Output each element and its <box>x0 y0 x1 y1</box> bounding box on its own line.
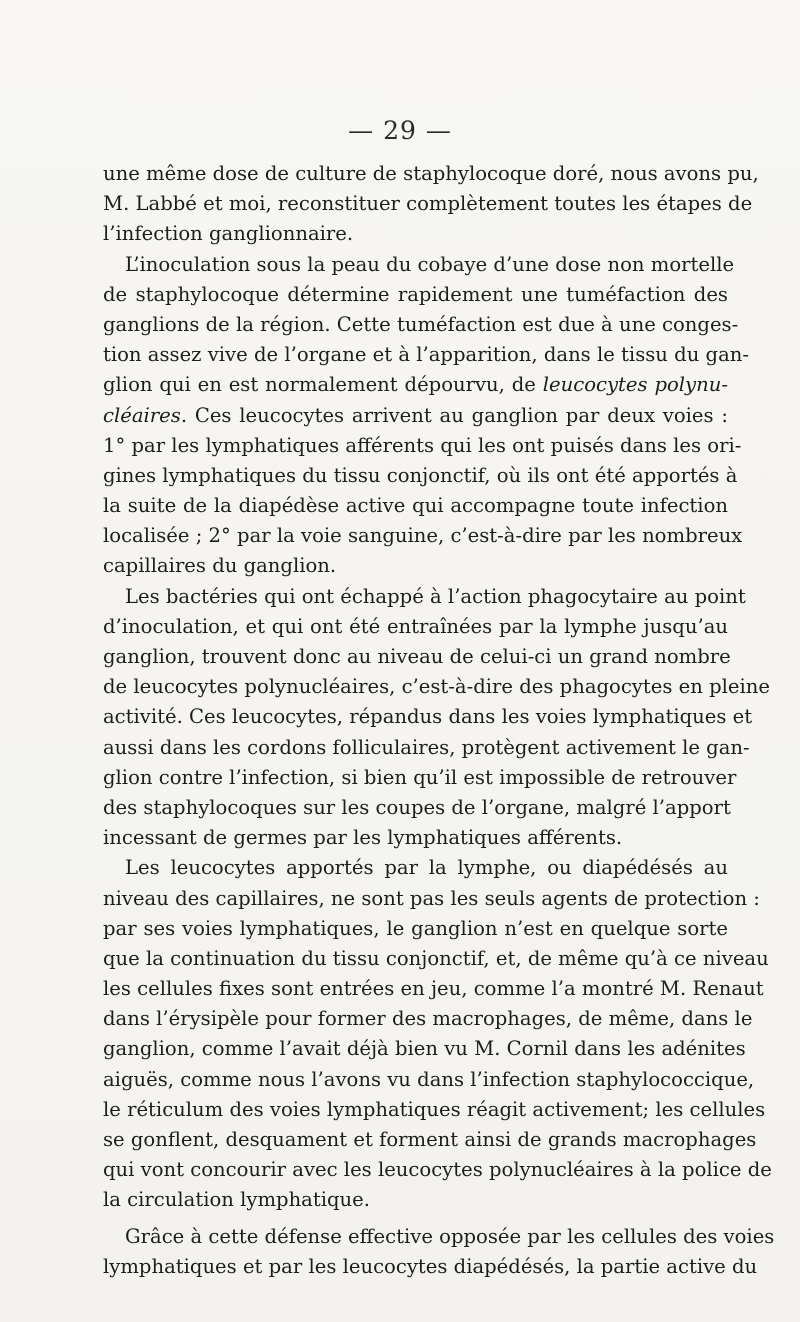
text-line: les cellules fixes sont entrées en jeu, comme l’a montré M. Renaut <box>103 977 764 1001</box>
text-line: d’inoculation, et qui ont été entraînées par la lymphe jusqu’au <box>103 614 728 638</box>
text-line: l’infection ganglionnaire. <box>103 222 354 246</box>
text-line: aussi dans les cordons folliculaires, protègent activement le gan- <box>103 735 750 759</box>
text-line: des staphylocoques sur les coupes de l’organe, malgré l’apport <box>103 795 731 819</box>
text-line: de staphylocoque détermine rapidement une tuméfaction des <box>103 282 728 306</box>
text-line: glion contre l’infection, si bien qu’il est impossible de retrouver <box>103 765 737 789</box>
paragraph-2 <box>103 250 750 582</box>
italic-term: leucocytes polynu- <box>542 373 728 397</box>
text-line: ganglion, comme l’avait déjà bien vu M. Cornil dans les adénites <box>103 1037 746 1061</box>
text-line: ganglion, trouvent donc au niveau de celui-ci un grand nombre <box>103 645 731 668</box>
text-line: une même dose de culture de staphylocoque doré, nous avons pu, <box>103 162 759 185</box>
text-line: tion assez vive de l’organe et à l’apparition, dans le tissu du gan- <box>103 343 750 367</box>
text-line: incessant de germes par les lymphatiques afférents. <box>103 826 623 850</box>
text-line: niveau des capillaires, ne sont pas les seuls agents de protection : <box>103 886 760 910</box>
text-line: la suite de la diapédèse active qui accompagne toute infection <box>103 494 728 518</box>
text-line: se gonflent, desquament et forment ainsi de grands macrophages <box>103 1128 757 1151</box>
text-line: Les leucocytes apportés par la lymphe, ou diapédésés au <box>125 856 728 880</box>
text-line: M. Labbé et moi, reconstituer complètement toutes les étapes de <box>103 192 753 216</box>
text-line: par ses voies lymphatiques, le ganglion n’est en quelque sorte <box>103 916 728 940</box>
text-line: localisée ; 2° par la voie sanguine, c’est-à-dire par les nombreux <box>103 524 743 548</box>
paragraph-3 <box>103 582 770 854</box>
paragraph-1 <box>103 159 759 250</box>
text-line: dans l’érysipèle pour former des macrophages, de même, dans le <box>103 1007 753 1031</box>
text-line-with-italic <box>103 401 728 431</box>
page-number: — 29 — <box>348 116 452 145</box>
text-line: 1° par les lymphatiques afférents qui les ont puisés dans les ori- <box>103 433 742 457</box>
text-line: aiguës, comme nous l’avons vu dans l’infection staphylococcique, <box>103 1067 755 1091</box>
text-line: L’inoculation sous la peau du cobaye d’une dose non mortelle <box>125 252 735 276</box>
text-line: de leucocytes polynucléaires, c’est-à-dire des phagocytes en pleine <box>103 675 770 699</box>
text-line: qui vont concourir avec les leucocytes polynucléaires à la police de <box>103 1158 772 1182</box>
text-line: activité. Ces leucocytes, répandus dans les voies lymphatiques et <box>103 705 753 729</box>
text-line: le réticulum des voies lymphatiques réagit activement; les cellules <box>103 1097 766 1121</box>
paragraph-5 <box>103 1222 775 1282</box>
text-line: Les bactéries qui ont échappé à l’action phagocytaire au point <box>125 584 746 608</box>
text-segment: . Ces leucocytes arrivent au ganglion par deux voies : <box>180 403 728 427</box>
text-line: lymphatiques et par les leucocytes diapédésés, la partie active du <box>103 1254 758 1278</box>
text-line: gines lymphatiques du tissu conjonctif, où ils ont été apportés à <box>103 463 738 487</box>
text-segment: glion qui en est normalement dépourvu, de <box>103 373 543 397</box>
text-line: ganglions de la région. Cette tuméfaction est due à une conges- <box>103 312 739 336</box>
text-line: que la continuation du tissu conjonctif, et, de même qu’à ce niveau <box>103 946 769 970</box>
italic-term-continued: cléaires <box>103 403 181 427</box>
text-line-with-italic <box>103 370 728 400</box>
text-line: la circulation lymphatique. <box>103 1188 370 1212</box>
body-text <box>103 159 775 1282</box>
paragraph-4 <box>103 853 772 1215</box>
text-line: Grâce à cette défense effective opposée par les cellules des voies <box>125 1224 775 1248</box>
text-line: capillaires du ganglion. <box>103 554 337 578</box>
